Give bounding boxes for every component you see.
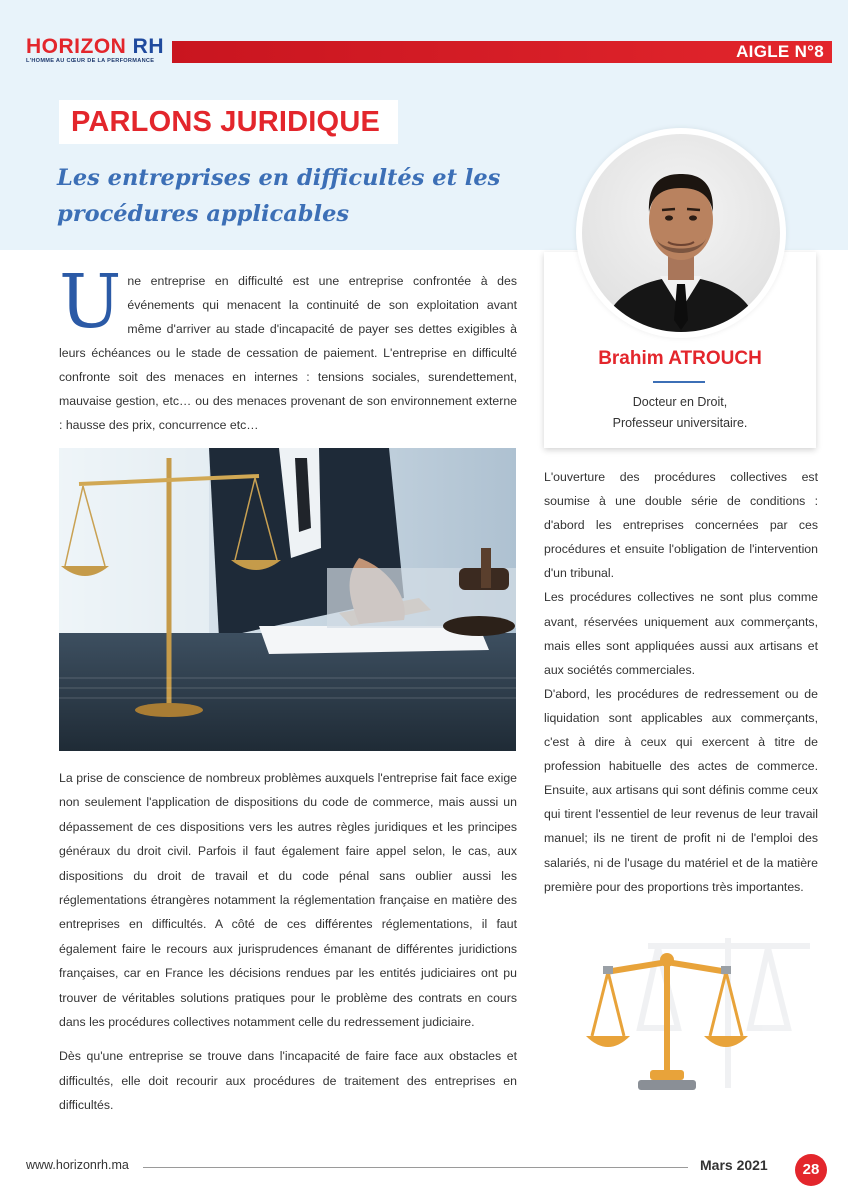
intro-text: ne entreprise en difficulté est une entreprise confrontée à des événements qui menacent la continuité de son exploitation avant même d'arriver au stade d'incapacité de payer ses dettes exigibles à leurs échéances ou le stade de cessation de paiement. L'entreprise en difficulté confronte soit des menaces en internes : tensions sociales, surendettement, mauvaise gestion, etc… ou des menaces provenant de son environnement externe : hausse des prix, concurrence etc… <box>59 274 517 432</box>
author-name: Brahim ATROUCH <box>598 348 762 369</box>
article-body-right <box>544 465 818 899</box>
portrait-illustration <box>582 134 780 332</box>
justice-photo <box>59 448 516 751</box>
footer-website-link[interactable]: www.horizonrh.ma <box>26 1158 129 1172</box>
scales-illustration <box>578 918 830 1098</box>
article-title: Les entreprises en difficultés et les procédures applicables <box>57 165 501 227</box>
page-number: 28 <box>795 1154 827 1186</box>
drop-cap: U <box>59 259 122 345</box>
logo-tagline: L'HOMME AU CŒUR DE LA PERFORMANCE <box>26 58 155 64</box>
article-intro <box>59 259 517 437</box>
paragraph: La prise de conscience de nombreux problèmes auxquels l'entreprise fait face exige non seulement l'application de dispositions du code de commerce, mais aussi un dépassement de ces dispositions vers les autres règles juridiques et les principes généraux du droit civil. Parfois il faut également faire appel selon, le cas, aux dispositions du droit de travail et du code pénal sans oublier aussi les réglementations étrangères notamment la réglementation française en matière des entreprises en difficultés. A côté de ces différentes réglementations, il faut également faire le recours aux jurisprudences émanant de différentes juridictions françaises, car en France les décisions rendues par les entités judiciaires ont pu trouver de véritables solutions pratiques pour le problème des contrats en cours dans les procédures collectives notamment celle du redressement judiciaire. <box>59 771 517 1030</box>
issue-number: AIGLE N°8 <box>736 42 824 61</box>
article-body-left <box>59 766 517 1128</box>
paragraph: Dès qu'une entreprise se trouve dans l'incapacité de faire face aux obstacles et difficultés, elle doit recourir aux procédures de traitement des entreprises en difficultés. <box>59 1049 517 1113</box>
footer-date: Mars 2021 <box>700 1157 768 1173</box>
section-title: PARLONS JURIDIQUE <box>71 106 381 138</box>
logo-wordmark: HORIZON RH <box>26 35 165 58</box>
justice-scales-photo <box>59 448 516 751</box>
paragraph: D'abord, les procédures de redressement ou de liquidation sont applicables aux commerçants, c'est à dire à ceux qui exercent à titre de profession habituelle des actes de commerce. Ensuite, aux artisans qui sont définis comme ceux qui tirent l'essentiel de leur revenus de leur travail manuel; ils ne tirent de profit ni de l'emploi des salariés, ni de l'usage du matériel et de la matière première pour des proportions très importantes. <box>544 686 818 894</box>
footer-divider <box>143 1167 688 1168</box>
author-role <box>544 392 816 434</box>
author-divider <box>653 381 705 383</box>
magazine-logo[interactable] <box>26 36 164 64</box>
author-role-line2: Professeur universitaire. <box>612 416 748 430</box>
scales-icon <box>578 918 830 1098</box>
paragraph: Les procédures collectives ne sont plus comme avant, réservées uniquement aux commerçants, mais elles sont appliquées aussi aux artisans et aux sociétés commerciales. <box>544 590 818 677</box>
author-role-line1: Docteur en Droit, <box>632 395 728 409</box>
header-red-bar <box>172 41 832 63</box>
paragraph: L'ouverture des procédures collectives est soumise à une double série de conditions : d'abord les entreprises concernées par ces procédures et ensuite l'obligation de l'intervention d'un tribunal. <box>544 470 818 581</box>
author-portrait <box>582 134 780 332</box>
